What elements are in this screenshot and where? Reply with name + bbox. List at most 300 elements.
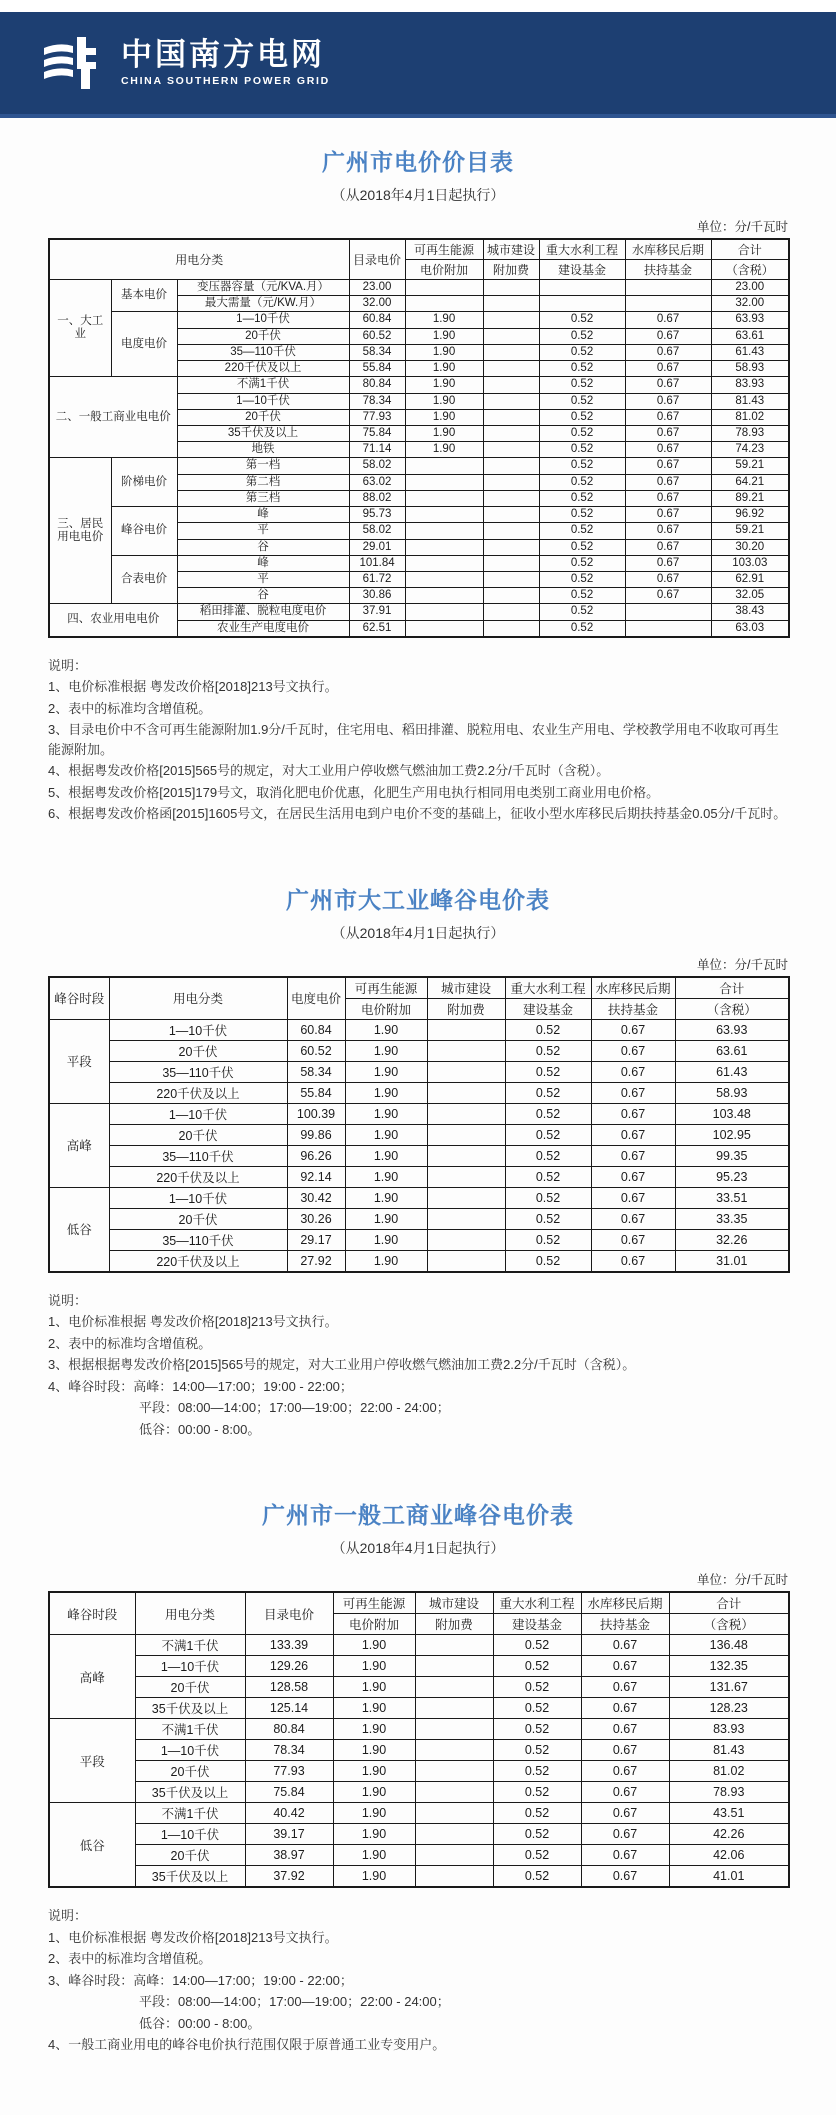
table-cell: 63.61 <box>711 328 789 344</box>
table-cell <box>427 1124 505 1145</box>
column-header-cell: 建设基金 <box>493 1614 581 1635</box>
table-header-row <box>49 1592 789 1614</box>
column-header-cell: 重大水利工程 <box>505 977 591 999</box>
table-cell <box>483 523 539 539</box>
table-cell: 1.90 <box>405 361 483 377</box>
table-cell: 不满1千伏 <box>135 1719 245 1740</box>
table-cell: 0.52 <box>539 458 625 474</box>
column-header-cell: 目录电价 <box>245 1592 333 1635</box>
table-cell: 131.67 <box>669 1677 789 1698</box>
table-cell: 58.93 <box>711 361 789 377</box>
section-large-industry <box>48 882 788 1440</box>
table-cell: 77.93 <box>245 1761 333 1782</box>
unit-label: 单位：分/千瓦时 <box>697 1573 788 1588</box>
table-row <box>49 1845 789 1866</box>
table-cell: 0.67 <box>581 1824 669 1845</box>
table-cell: 20千伏 <box>109 1040 287 1061</box>
table-cell: 103.48 <box>675 1103 789 1124</box>
column-header-cell: 合计 <box>669 1592 789 1614</box>
table-cell: 30.86 <box>349 588 405 604</box>
table-cell: 78.93 <box>711 425 789 441</box>
table-cell: 78.34 <box>349 393 405 409</box>
column-header-cell: 可再生能源 <box>345 977 427 999</box>
table-cell <box>483 377 539 393</box>
table-cell: 1.90 <box>333 1824 415 1845</box>
table-cell <box>415 1677 493 1698</box>
table-cell: 55.84 <box>349 361 405 377</box>
table-cell: 0.52 <box>539 507 625 523</box>
table-cell: 83.93 <box>669 1719 789 1740</box>
table-cell: 0.52 <box>493 1845 581 1866</box>
table-cell: 0.67 <box>591 1103 675 1124</box>
notes-label: 说明： <box>48 1908 88 1924</box>
table-cell: 75.84 <box>349 425 405 441</box>
table-row <box>49 1040 789 1061</box>
table-cell: 0.67 <box>591 1250 675 1272</box>
table-cell: 41.01 <box>669 1866 789 1888</box>
notes-large-industry <box>48 1291 788 1440</box>
column-header-cell: 水库移民后期 <box>625 239 711 260</box>
table-cell: 88.02 <box>349 490 405 506</box>
note-line: 1、电价标准根据 粤发改价格[2018]213号文执行。 <box>48 1929 338 1945</box>
table-row <box>49 1145 789 1166</box>
table-cell: 81.43 <box>711 393 789 409</box>
table-cell <box>483 361 539 377</box>
table-cell: 0.52 <box>539 361 625 377</box>
table-cell: 0.67 <box>591 1040 675 1061</box>
notes-general-commercial <box>48 1906 788 2055</box>
brand <box>42 35 330 91</box>
column-header-cell: 城市建设 <box>427 977 505 999</box>
table-cell <box>483 620 539 637</box>
table-cell: 二、一般工商业电电价 <box>49 377 177 458</box>
table-cell: 高峰 <box>49 1635 135 1719</box>
table-cell: 最大需量（元/KW.月） <box>177 296 349 312</box>
table-cell: 1.90 <box>333 1782 415 1803</box>
table-cell: 0.52 <box>505 1145 591 1166</box>
table-header-row <box>49 977 789 999</box>
table-cell: 0.67 <box>581 1698 669 1719</box>
table-cell: 平段 <box>49 1019 109 1103</box>
table-cell: 81.43 <box>669 1740 789 1761</box>
table-cell <box>415 1635 493 1656</box>
table-cell: 20千伏 <box>135 1845 245 1866</box>
table-cell: 0.52 <box>539 393 625 409</box>
column-header-cell: 重大水利工程 <box>493 1592 581 1614</box>
table-header-row <box>49 239 789 260</box>
table-cell: 60.52 <box>349 328 405 344</box>
table-cell: 0.52 <box>493 1635 581 1656</box>
column-header-cell: 合计 <box>711 239 789 260</box>
table-row <box>49 1803 789 1824</box>
brand-name-cn: 中国南方电网 <box>121 37 325 73</box>
column-header-cell: 建设基金 <box>539 260 625 280</box>
table-cell: 101.84 <box>349 555 405 571</box>
section-title: 广州市一般工商业峰谷电价表 <box>262 1502 574 1529</box>
table-cell: 61.43 <box>675 1061 789 1082</box>
table-cell: 1—10千伏 <box>109 1019 287 1040</box>
table-cell: 1.90 <box>405 328 483 344</box>
table-cell: 0.52 <box>505 1082 591 1103</box>
table-cell: 58.34 <box>287 1061 345 1082</box>
table-cell: 96.92 <box>711 507 789 523</box>
column-header-cell: 峰谷时段 <box>49 1592 135 1635</box>
table-cell: 0.52 <box>493 1698 581 1719</box>
column-header-cell: 城市建设 <box>483 239 539 260</box>
table-cell: 0.52 <box>539 539 625 555</box>
table-cell: 0.52 <box>539 377 625 393</box>
table-cell <box>427 1145 505 1166</box>
table-cell: 58.93 <box>675 1082 789 1103</box>
column-header-cell: 用电分类 <box>135 1592 245 1635</box>
table-cell: 0.67 <box>625 555 711 571</box>
section-title: 广州市大工业峰谷电价表 <box>286 886 550 913</box>
table-cell <box>483 490 539 506</box>
table-row <box>49 280 789 296</box>
table-cell: 0.67 <box>581 1761 669 1782</box>
table-cell: 0.67 <box>591 1124 675 1145</box>
table-cell: 0.52 <box>493 1824 581 1845</box>
table-cell: 0.67 <box>591 1082 675 1103</box>
table-cell: 0.52 <box>505 1124 591 1145</box>
table-cell: 220千伏及以上 <box>109 1082 287 1103</box>
table-cell: 62.51 <box>349 620 405 637</box>
table-cell: 35—110千伏 <box>109 1145 287 1166</box>
table-cell: 0.67 <box>591 1187 675 1208</box>
table-cell <box>625 620 711 637</box>
table-cell <box>427 1019 505 1040</box>
table-cell: 99.86 <box>287 1124 345 1145</box>
note-line: 6、根据粤发改价格函[2015]1605号文，在居民生活用电到户电价不变的基础上，征收小型水库移民后期扶持基金0.05分/千瓦时。 <box>48 806 787 822</box>
table-cell: 38.97 <box>245 1845 333 1866</box>
table-cell: 58.34 <box>349 344 405 360</box>
table-cell <box>483 312 539 328</box>
table-cell: 1—10千伏 <box>109 1103 287 1124</box>
table-row <box>49 1677 789 1698</box>
table-row <box>49 1656 789 1677</box>
table-cell: 29.01 <box>349 539 405 555</box>
table-cell: 33.35 <box>675 1208 789 1229</box>
table-cell: 63.02 <box>349 474 405 490</box>
table-cell: 0.52 <box>505 1250 591 1272</box>
table-cell <box>625 604 711 620</box>
column-header-cell: 重大水利工程 <box>539 239 625 260</box>
table-row <box>49 1719 789 1740</box>
table-row <box>49 1635 789 1656</box>
table-cell: 1.90 <box>405 442 483 458</box>
table-cell: 1.90 <box>345 1166 427 1187</box>
table-cell: 0.67 <box>591 1145 675 1166</box>
table-cell: 1—10千伏 <box>135 1740 245 1761</box>
table-cell: 基本电价 <box>111 280 177 312</box>
table-cell: 80.84 <box>349 377 405 393</box>
note-line: 5、根据粤发改价格[2015]179号文，取消化肥电价优惠，化肥生产用电执行相同用电类别工商业用电价格。 <box>48 784 660 800</box>
table-cell: 1—10千伏 <box>135 1824 245 1845</box>
table-cell: 20千伏 <box>177 409 349 425</box>
table-cell: 128.23 <box>669 1698 789 1719</box>
table-cell: 0.67 <box>581 1866 669 1888</box>
guangzhou-price-table <box>48 238 790 638</box>
table-cell: 1.90 <box>333 1698 415 1719</box>
note-line: 3、根据根据粤发改价格[2015]565号的规定，对大工业用户停收燃气燃油加工费2.2分/千瓦时（含税）。 <box>48 1357 636 1373</box>
table-cell: 0.67 <box>625 474 711 490</box>
table-cell: 33.51 <box>675 1187 789 1208</box>
table-cell: 0.67 <box>625 458 711 474</box>
table-cell: 0.67 <box>581 1635 669 1656</box>
table-cell: 合表电价 <box>111 555 177 604</box>
column-header-cell: 电价附加 <box>405 260 483 280</box>
table-cell: 0.67 <box>591 1166 675 1187</box>
notes-price-list <box>48 656 788 824</box>
table-cell: 55.84 <box>287 1082 345 1103</box>
note-line: 平段：08:00—14:00；17:00—19:00；22:00 - 24:00； <box>139 1400 450 1416</box>
table-cell <box>405 296 483 312</box>
table-row <box>49 1250 789 1272</box>
table-cell <box>483 539 539 555</box>
table-cell: 0.67 <box>625 442 711 458</box>
table-cell: 0.52 <box>539 490 625 506</box>
table-cell: 阶梯电价 <box>111 458 177 507</box>
table-row <box>49 1061 789 1082</box>
table-cell: 37.91 <box>349 604 405 620</box>
table-cell: 0.67 <box>625 588 711 604</box>
table-cell: 不满1千伏 <box>177 377 349 393</box>
table-cell <box>427 1082 505 1103</box>
table-cell <box>405 507 483 523</box>
table-cell <box>405 604 483 620</box>
table-cell <box>483 458 539 474</box>
unit-label: 单位：分/千瓦时 <box>697 957 788 972</box>
table-cell: 不满1千伏 <box>135 1635 245 1656</box>
table-cell: 第二档 <box>177 474 349 490</box>
table-cell: 0.52 <box>539 474 625 490</box>
table-row <box>49 1229 789 1250</box>
table-cell: 20千伏 <box>177 328 349 344</box>
table-cell: 平 <box>177 523 349 539</box>
table-cell <box>415 1740 493 1761</box>
table-cell <box>427 1061 505 1082</box>
table-cell: 谷 <box>177 539 349 555</box>
table-cell: 稻田排灌、脱粒电度电价 <box>177 604 349 620</box>
table-cell <box>427 1187 505 1208</box>
table-cell: 1.90 <box>333 1677 415 1698</box>
table-cell: 地铁 <box>177 442 349 458</box>
note-line: 平段：08:00—14:00；17:00—19:00；22:00 - 24:00； <box>139 1994 450 2010</box>
table-cell: 1—10千伏 <box>109 1187 287 1208</box>
column-header-cell: 水库移民后期 <box>581 1592 669 1614</box>
table-cell: 78.93 <box>669 1782 789 1803</box>
table-cell: 220千伏及以上 <box>109 1250 287 1272</box>
table-cell: 60.52 <box>287 1040 345 1061</box>
table-cell: 58.02 <box>349 458 405 474</box>
table-cell: 0.67 <box>625 361 711 377</box>
table-cell: 95.73 <box>349 507 405 523</box>
table-row <box>49 1166 789 1187</box>
table-cell: 59.21 <box>711 458 789 474</box>
table-cell: 42.26 <box>669 1824 789 1845</box>
table-cell: 0.67 <box>625 571 711 587</box>
table-row <box>49 604 789 620</box>
brand-text <box>121 39 330 87</box>
note-line: 3、目录电价中不含可再生能源附加1.9分/千瓦时，住宅用电、稻田排灌、脱粒用电、农业生产用电、学校教学用电不收取可再生能源附加。 <box>48 722 779 757</box>
table-cell <box>427 1229 505 1250</box>
table-cell: 20千伏 <box>135 1677 245 1698</box>
table-cell: 0.67 <box>625 490 711 506</box>
table-cell: 63.03 <box>711 620 789 637</box>
table-cell <box>483 328 539 344</box>
table-cell: 32.00 <box>349 296 405 312</box>
table-cell: 1.90 <box>405 393 483 409</box>
table-cell: 0.52 <box>493 1803 581 1824</box>
column-header-cell: 附加费 <box>483 260 539 280</box>
note-line: 2、表中的标准均含增值税。 <box>48 1335 212 1351</box>
column-header-cell: 用电分类 <box>49 239 349 280</box>
table-cell: 32.00 <box>711 296 789 312</box>
table-cell: 0.67 <box>581 1803 669 1824</box>
note-line: 2、表中的标准均含增值税。 <box>48 1951 212 1967</box>
table-cell: 0.67 <box>591 1019 675 1040</box>
table-cell <box>427 1103 505 1124</box>
table-cell: 20千伏 <box>109 1208 287 1229</box>
table-cell: 63.93 <box>711 312 789 328</box>
table-cell: 128.58 <box>245 1677 333 1698</box>
table-cell <box>483 474 539 490</box>
column-header-cell: 电度电价 <box>287 977 345 1020</box>
table-cell: 74.23 <box>711 442 789 458</box>
table-cell: 1.90 <box>405 344 483 360</box>
table-cell: 40.42 <box>245 1803 333 1824</box>
effective-date: （从2018年4月1日起执行） <box>331 924 505 941</box>
table-cell: 0.67 <box>625 393 711 409</box>
table-row <box>49 377 789 393</box>
column-header-cell: 电价附加 <box>333 1614 415 1635</box>
table-cell: 1—10千伏 <box>177 312 349 328</box>
table-cell: 0.67 <box>591 1208 675 1229</box>
table-cell: 0.52 <box>505 1229 591 1250</box>
table-cell: 0.52 <box>493 1866 581 1888</box>
table-cell: 43.51 <box>669 1803 789 1824</box>
table-row <box>49 1124 789 1145</box>
table-cell: 81.02 <box>711 409 789 425</box>
column-header-cell: 目录电价 <box>349 239 405 280</box>
effective-date: （从2018年4月1日起执行） <box>331 1540 505 1557</box>
table-cell <box>427 1040 505 1061</box>
effective-date: （从2018年4月1日起执行） <box>331 187 505 203</box>
table-cell: 1.90 <box>405 409 483 425</box>
table-cell: 125.14 <box>245 1698 333 1719</box>
table-cell <box>483 393 539 409</box>
table-cell: 0.67 <box>625 377 711 393</box>
table-cell: 0.52 <box>539 425 625 441</box>
table-cell: 三、居民用电电价 <box>49 458 111 604</box>
table-cell <box>415 1782 493 1803</box>
table-cell: 0.52 <box>539 555 625 571</box>
table-cell <box>405 523 483 539</box>
table-cell <box>483 344 539 360</box>
table-cell: 42.06 <box>669 1845 789 1866</box>
table-cell: 63.93 <box>675 1019 789 1040</box>
table-cell: 0.52 <box>505 1061 591 1082</box>
table-cell: 0.67 <box>625 507 711 523</box>
section-general-commercial <box>48 1497 788 2055</box>
table-cell: 不满1千伏 <box>135 1803 245 1824</box>
table-cell: 89.21 <box>711 490 789 506</box>
table-cell: 95.23 <box>675 1166 789 1187</box>
note-line: 2、表中的标准均含增值税。 <box>48 700 212 716</box>
column-header-cell: （含税） <box>675 998 789 1019</box>
column-header-cell: （含税） <box>711 260 789 280</box>
table-cell: 1.90 <box>333 1635 415 1656</box>
table-cell: 0.67 <box>625 344 711 360</box>
table-row <box>49 1698 789 1719</box>
table-cell: 220千伏及以上 <box>177 361 349 377</box>
table-cell: 1.90 <box>333 1740 415 1761</box>
table-cell: 低谷 <box>49 1187 109 1272</box>
table-cell: 0.52 <box>539 620 625 637</box>
table-cell: 35千伏及以上 <box>135 1698 245 1719</box>
table-cell: 83.93 <box>711 377 789 393</box>
table-cell <box>405 474 483 490</box>
table-cell <box>483 296 539 312</box>
table-cell: 30.26 <box>287 1208 345 1229</box>
table-cell: 129.26 <box>245 1656 333 1677</box>
table-cell: 1.90 <box>345 1082 427 1103</box>
table-cell: 0.52 <box>539 344 625 360</box>
table-cell <box>405 555 483 571</box>
table-row <box>49 1103 789 1124</box>
table-cell: 1.90 <box>345 1124 427 1145</box>
table-cell: 133.39 <box>245 1635 333 1656</box>
table-cell: 平 <box>177 571 349 587</box>
table-cell: 27.92 <box>287 1250 345 1272</box>
table-cell: 1.90 <box>345 1208 427 1229</box>
table-cell: 71.14 <box>349 442 405 458</box>
table-cell <box>427 1208 505 1229</box>
table-cell: 0.52 <box>539 588 625 604</box>
table-cell <box>483 442 539 458</box>
table-cell: 136.48 <box>669 1635 789 1656</box>
table-cell: 0.52 <box>505 1187 591 1208</box>
top-margin <box>0 0 836 12</box>
table-cell: 1.90 <box>345 1019 427 1040</box>
table-cell: 0.52 <box>493 1782 581 1803</box>
table-cell: 0.52 <box>539 604 625 620</box>
table-row <box>49 1019 789 1040</box>
table-cell: 61.72 <box>349 571 405 587</box>
table-cell <box>539 296 625 312</box>
section-price-list <box>48 144 788 824</box>
column-header-cell: 扶持基金 <box>581 1614 669 1635</box>
table-cell <box>483 425 539 441</box>
table-cell: 58.02 <box>349 523 405 539</box>
table-cell: 60.84 <box>349 312 405 328</box>
notes-label: 说明： <box>48 657 88 673</box>
table-cell <box>539 280 625 296</box>
table-cell: 第一档 <box>177 458 349 474</box>
table-cell: 四、农业用电电价 <box>49 604 177 637</box>
table-cell <box>625 280 711 296</box>
table-cell: 35—110千伏 <box>177 344 349 360</box>
note-line: 4、根据粤发改价格[2015]565号的规定，对大工业用户停收燃气燃油加工费2.2分/千瓦时（含税）。 <box>48 763 610 779</box>
table-cell: 63.61 <box>675 1040 789 1061</box>
table-cell: 35千伏及以上 <box>135 1866 245 1888</box>
table-cell: 96.26 <box>287 1145 345 1166</box>
column-header-cell: （含税） <box>669 1614 789 1635</box>
column-header-cell: 城市建设 <box>415 1592 493 1614</box>
table-cell: 20千伏 <box>135 1761 245 1782</box>
unit-label: 单位：分/千瓦时 <box>697 220 788 234</box>
table-cell: 23.00 <box>349 280 405 296</box>
